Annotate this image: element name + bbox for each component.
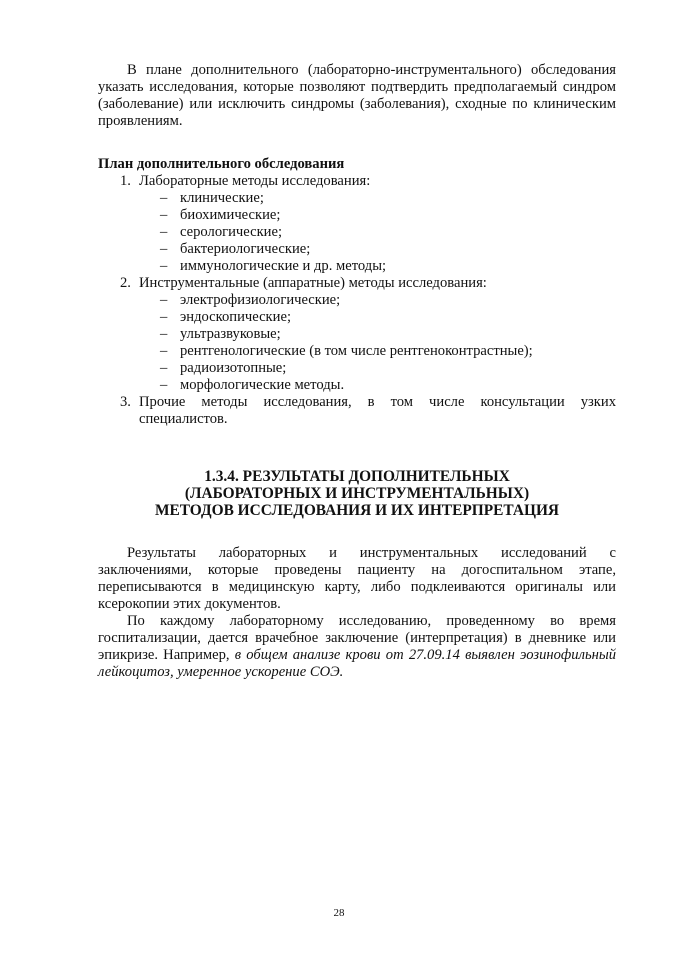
dash-marker: – <box>160 207 168 223</box>
results-paragraph: Результаты лабораторных и инструментальных исследований с заключениями, которые проведены пациенту на догоспитальном этапе, переписываются в медицинскую карту, либо подклеиваются оригиналы или ксерокопии этих документов. <box>98 545 616 612</box>
dash-marker: – <box>160 224 168 240</box>
item-label: Инструментальные (аппаратные) методы исследования: <box>139 275 487 291</box>
example-text: в общем анализе крови от 27.09.14 выявлен эозинофильный лейкоцитоз, умеренное ускорение СОЭ. <box>98 647 616 680</box>
item-label: Лабораторные методы исследования: <box>139 173 371 189</box>
dash-marker: – <box>160 343 168 359</box>
item-label: Прочие методы исследования, в том числе консультации узких специалистов. <box>139 394 616 427</box>
interpretation-paragraph <box>98 613 616 681</box>
list-item <box>139 360 616 377</box>
item-number: 3. <box>120 394 131 410</box>
section-title-line: (ЛАБОРАТОРНЫХ И ИНСТРУМЕНТАЛЬНЫХ) <box>184 485 530 502</box>
list-item <box>139 377 616 394</box>
list-item <box>139 258 616 275</box>
list-item-text: биохимические; <box>180 207 281 223</box>
list-item-text: радиоизотопные; <box>180 360 287 376</box>
section-title-line: 1.3.4. РЕЗУЛЬТАТЫ ДОПОЛНИТЕЛЬНЫХ <box>204 468 510 485</box>
dash-marker: – <box>160 360 168 376</box>
methods-item-instrumental <box>98 275 616 394</box>
list-item-text: иммунологические и др. методы; <box>180 258 387 274</box>
interpretation-text: По каждому лабораторному исследованию, проведенному во время госпитализации, дается врачебное заключение (интерпретация) в дневнике или эпикризе. Например, <box>98 613 616 663</box>
list-item-text: ультразвуковые; <box>180 326 281 342</box>
dash-marker: – <box>160 241 168 257</box>
item-number: 1. <box>120 173 131 189</box>
dash-marker: – <box>160 292 168 308</box>
dash-marker: – <box>160 190 168 206</box>
page-number: 28 <box>333 907 345 919</box>
spacer <box>98 130 616 156</box>
list-item <box>139 326 616 343</box>
dash-marker: – <box>160 377 168 393</box>
list-item <box>139 224 616 241</box>
methods-item-other <box>98 394 616 428</box>
list-item <box>139 241 616 258</box>
list-item-text: электрофизиологические; <box>180 292 341 308</box>
dash-marker: – <box>160 326 168 342</box>
list-item-text: бактериологические; <box>180 241 311 257</box>
methods-list <box>98 173 616 428</box>
section-title-line: МЕТОДОВ ИССЛЕДОВАНИЯ И ИХ ИНТЕРПРЕТАЦИЯ <box>154 502 560 519</box>
list-item <box>139 190 616 207</box>
item-number: 2. <box>120 275 131 291</box>
dash-marker: – <box>160 309 168 325</box>
dash-marker: – <box>160 258 168 274</box>
list-item-text: рентгенологические (в том числе рентгеноконтрастные); <box>180 343 533 359</box>
page-content <box>98 62 616 681</box>
list-item-text: клинические; <box>180 190 264 206</box>
methods-item-laboratory <box>98 173 616 275</box>
list-item <box>139 292 616 309</box>
instrumental-sublist <box>139 292 616 394</box>
intro-paragraph: В плане дополнительного (лабораторно-инструментального) обследования указать исследования, которые позволяют подтвердить предполагаемый синдром (заболевание) или исключить синдромы (заболевания), сходные по клиническим проявлениям. <box>98 62 616 129</box>
plan-heading: План дополнительного обследования <box>98 156 345 172</box>
laboratory-sublist <box>139 190 616 275</box>
list-item-text: серологические; <box>180 224 282 240</box>
list-item-text: эндоскопические; <box>180 309 291 325</box>
list-item <box>139 343 616 360</box>
list-item <box>139 207 616 224</box>
list-item <box>139 309 616 326</box>
list-item-text: морфологические методы. <box>180 377 345 393</box>
section-title <box>98 468 616 519</box>
